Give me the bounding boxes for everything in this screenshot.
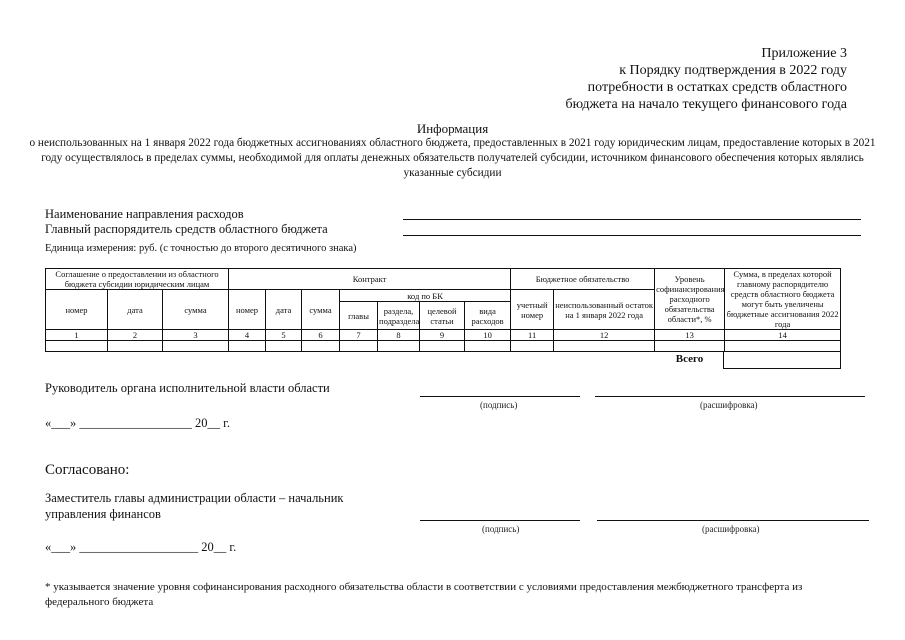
column-number-row [46, 330, 841, 341]
column-number: 1 [46, 330, 108, 341]
col-contract-date: дата [266, 290, 302, 330]
col-section: раздела, подраздела [378, 302, 420, 330]
column-number: 4 [229, 330, 266, 341]
signatory-title: Руководитель органа исполнительной власти области [45, 381, 330, 395]
column-number: 14 [725, 330, 841, 341]
signatory-title: Заместитель главы администрации области – начальник [45, 491, 344, 505]
contract-header: Контракт [229, 269, 511, 290]
total-label: Всего [675, 353, 704, 365]
signature-line [420, 396, 580, 397]
column-number: 13 [655, 330, 725, 341]
decode-caption: (расшифровка) [700, 400, 758, 410]
signatory-title: управления финансов [45, 507, 161, 521]
signature-caption: (подпись) [480, 400, 518, 410]
expense-direction-line [403, 219, 861, 220]
document-subtitle: о неиспользованных на 1 января 2022 года бюджетных ассигнованиях областного бюджета, предоставленных в 2021 году юридическим лицам, предоставление которых в 2021 году осуществлялось в пределах суммы, необходимой для оплаты денежных обязательств получателей субсидии, источником финансового обеспечения которых являлись указанные субсидии [29, 137, 876, 179]
total-value-cell [723, 351, 841, 369]
kbk-header: код по БК [340, 290, 511, 302]
budget-manager-label: Главный распорядитель средств областного бюджета [45, 222, 328, 236]
decode-line [595, 396, 865, 397]
column-number: 7 [340, 330, 378, 341]
appendix-line: Приложение 3 [761, 46, 847, 61]
expense-direction-label: Наименование направления расходов [45, 207, 244, 221]
decode-line [597, 520, 869, 521]
col-contract-number: номер [229, 290, 266, 330]
appendix-line: потребности в остатках средств областного [587, 80, 847, 95]
unit-label: Единица измерения: руб. (с точностью до второго десятичного знака) [45, 243, 357, 254]
date-line: «___» ___________________ 20__ г. [45, 540, 237, 554]
date-line: «___» __________________ 20__ г. [45, 416, 230, 430]
budget-manager-line [403, 235, 861, 236]
appendix-line: к Порядку подтверждения в 2022 году [619, 63, 847, 78]
cofinancing-header: Уровень софинансирования расходного обязательства области*, % [655, 269, 725, 330]
agreement-header: Соглашение о предоставлении из областного бюджета субсидии юридическим лицам [46, 269, 229, 290]
col-agreement-date: дата [108, 290, 163, 330]
column-number: 8 [378, 330, 420, 341]
column-number: 2 [108, 330, 163, 341]
data-table [45, 268, 841, 352]
col-chapter: главы [340, 302, 378, 330]
col-expense-type: вида расходов [465, 302, 511, 330]
column-number: 11 [511, 330, 554, 341]
budget-obligation-header: Бюджетное обязательство [511, 269, 655, 290]
signature-caption: (подпись) [482, 524, 520, 534]
column-number: 6 [302, 330, 340, 341]
agreed-heading: Согласовано: [45, 462, 130, 478]
signature-line [420, 520, 580, 521]
col-unused-balance: неиспользованный остаток на 1 января 2022 года [554, 290, 655, 330]
col-agreement-number: номер [46, 290, 108, 330]
footnote: * указывается значение уровня софинансирования расходного обязательства области в соответствии с условиями предоставления межбюджетного трансферта из федерального бюджета [45, 581, 803, 608]
column-number: 3 [163, 330, 229, 341]
col-account-number: учетный номер [511, 290, 554, 330]
appendix-block [566, 45, 847, 113]
column-number: 9 [420, 330, 465, 341]
col-agreement-sum: сумма [163, 290, 229, 330]
appendix-line: бюджета на начало текущего финансового года [565, 97, 847, 112]
table-row [46, 341, 841, 352]
decode-caption: (расшифровка) [702, 524, 760, 534]
column-number: 12 [554, 330, 655, 341]
col-target: целевой статьи [420, 302, 465, 330]
column-number: 5 [266, 330, 302, 341]
col-contract-sum: сумма [302, 290, 340, 330]
document-title: Информация [416, 121, 489, 136]
column-number: 10 [465, 330, 511, 341]
sum-limit-header: Сумма, в пределах которой главному распорядителю средств областного бюджета могут быть увеличены бюджетные ассигнования 2022 года [725, 269, 841, 330]
